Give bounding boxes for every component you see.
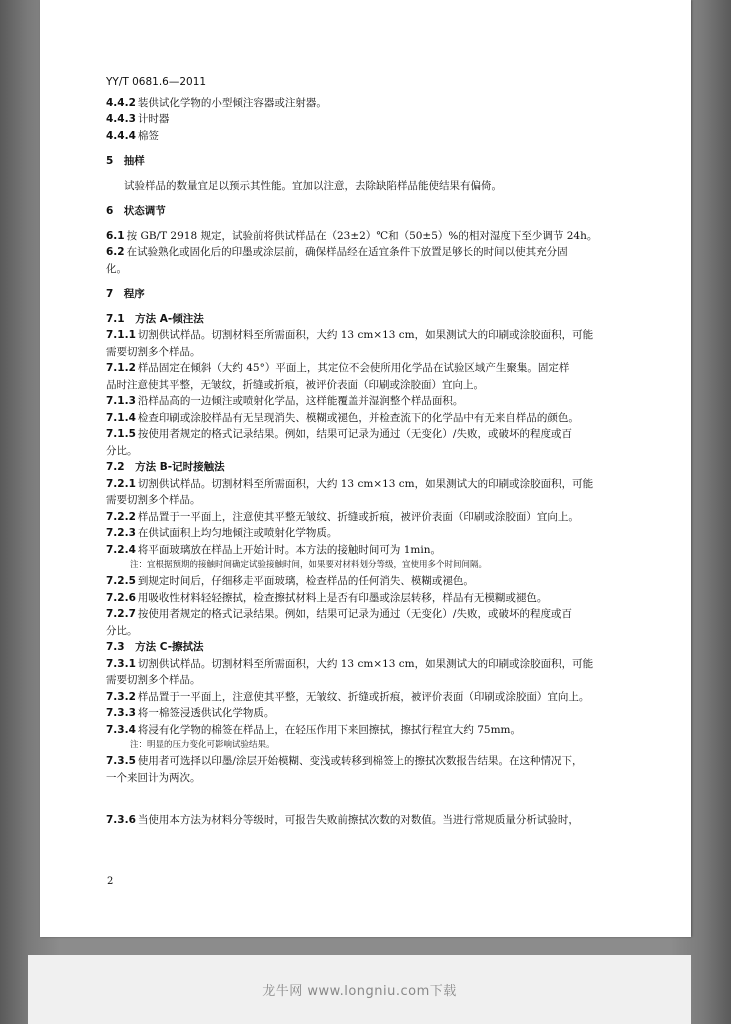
- document-page: [40, 0, 691, 937]
- clause-7-2-2: 7.2.2 样品置于一平面上，注意使其平整无皱纹、折缝或折痕，被评价表面（印刷或涂胶面）宜向上。: [106, 510, 579, 523]
- watermark-footer: [28, 955, 691, 1024]
- clause-7-2-4: 7.2.4 将平面玻璃放在样品上开始计时。本方法的接触时间可为 1min。: [106, 543, 442, 556]
- clause-7-2-7-cont: 分比。: [106, 624, 138, 637]
- clause-7-2-1-cont: 需要切割多个样品。: [106, 494, 201, 506]
- clause-7-1-3: 7.1.3 沿样品高的一边倾注或喷射化学品，这样能覆盖并湿润整个样品面积。: [106, 395, 464, 407]
- clause-7-3-5: 7.3.5 使用者可选择以印墨/涂层开始模糊、变浅或转移到棉签上的擦拭次数报告结果。在这种情况下，: [106, 755, 583, 767]
- clause-7-3-4: 7.3.4 将浸有化学物的棉签在样品上，在轻压作用下来回擦拭，擦拭行程宜大约 75mm。: [106, 723, 522, 736]
- clause-6-1: 6.1 按 GB/T 2918 规定，试验前将供试样品在（23±2）℃和（50±5）%的相对湿度下至少调节 24h。: [106, 229, 598, 242]
- section-5-text: 试验样品的数量宜足以预示其性能。宜加以注意，去除缺陷样品能使结果有偏倚。: [124, 179, 502, 192]
- section-7-heading: 7 程序: [106, 288, 145, 300]
- clause-7-3-1: 7.3.1 切割供试样品。切割材料至所需面积，大约 13 cm×13 cm，如果测试大的印刷或涂胶面积，可能: [106, 657, 594, 670]
- clause-7-3-5-cont: 一个来回计为两次。: [106, 771, 201, 784]
- clause-4-4-4: 4.4.4 棉签: [106, 129, 159, 142]
- page-number: 2: [107, 876, 114, 887]
- section-7-1-heading: 7.1 方法 A-倾注法: [106, 312, 204, 325]
- clause-7-1-2-cont: 品时注意使其平整，无皱纹，折缝或折痕，被评价表面（印刷或涂胶面）宜向上。: [106, 378, 484, 391]
- clause-7-1-4: 7.1.4 检查印刷或涂胶样品有无呈现消失、模糊或褪色，并检查流下的化学品中有无来自样品的颜色。: [106, 411, 579, 424]
- clause-7-2-1: 7.2.1 切割供试样品。切割材料至所需面积，大约 13 cm×13 cm，如果测试大的印刷或涂胶面积，可能: [106, 477, 594, 490]
- spacer: [106, 786, 678, 812]
- clause-7-1-1-cont: 需要切割多个样品。: [106, 345, 201, 358]
- section-6-heading: 6 状态调节: [106, 205, 166, 217]
- section-7-2-heading: 7.2 方法 B-记时接触法: [106, 461, 225, 473]
- clause-7-1-5-cont: 分比。: [106, 444, 138, 457]
- clause-6-2: 6.2 在试验熟化或固化后的印墨或涂层前，确保样品经在适宜条件下放置足够长的时间以使其充分固: [106, 246, 568, 258]
- clause-4-4-2: 4.4.2 装供试化学物的小型倾注容器或注射器。: [106, 96, 327, 109]
- clause-7-2-7: 7.2.7 按使用者规定的格式记录结果。例如，结果可记录为通过（无变化）/失败，或破坏的程度或百: [106, 608, 572, 620]
- clause-7-3-3: 7.3.3 将一棉签浸透供试化学物质。: [106, 707, 275, 719]
- document-content: [106, 74, 678, 829]
- clause-7-2-5: 7.2.5 到规定时间后，仔细移走平面玻璃，检查样品的任何消失、模糊或褪色。: [106, 575, 474, 587]
- document-code: YY/T 0681.6—2011: [106, 76, 207, 88]
- watermark-text: 龙牛网 www.longniu.com下载: [262, 984, 457, 999]
- clause-6-2-cont: 化。: [106, 262, 127, 275]
- clause-7-1-5: 7.1.5 按使用者规定的格式记录结果。例如，结果可记录为通过（无变化）/失败，或破坏的程度或百: [106, 428, 572, 440]
- clause-7-1-1: 7.1.1 切割供试样品。切割材料至所需面积，大约 13 cm×13 cm，如果测试大的印刷或涂胶面积，可能: [106, 329, 594, 341]
- section-5-heading: 5 抽样: [106, 155, 145, 167]
- clause-7-3-6: 7.3.6 当使用本方法为材料分等级时，可报告失败前擦拭次数的对数值。当进行常规质量分析试验时，: [106, 814, 579, 826]
- clause-7-3-2: 7.3.2 样品置于一平面上，注意使其平整，无皱纹、折缝或折痕，被评价表面（印刷或涂胶面）宜向上。: [106, 690, 590, 703]
- clause-7-1-2: 7.1.2 样品固定在倾斜（大约 45°）平面上，其定位不会使所用化学品在试验区域产生聚集。固定样: [106, 362, 570, 374]
- clause-4-4-3: 4.4.3 计时器: [106, 113, 170, 125]
- clause-7-2-6: 7.2.6 用吸收性材料轻轻擦拭，检查擦拭材料上是否有印墨或涂层转移，样品有无模糊或褪色。: [106, 591, 548, 604]
- clause-7-3-1-cont: 需要切割多个样品。: [106, 674, 201, 686]
- note-7-2-4: 注：宜根据预期的接触时间确定试验接触时间，如果要对材料划分等级，宜使用多个时间间隔。: [130, 560, 488, 570]
- note-7-3-4: 注：明显的压力变化可影响试验结果。: [130, 740, 275, 750]
- clause-7-2-3: 7.2.3 在供试面积上均匀地倾注或喷射化学物质。: [106, 527, 338, 539]
- section-7-3-heading: 7.3 方法 C-擦拭法: [106, 641, 204, 653]
